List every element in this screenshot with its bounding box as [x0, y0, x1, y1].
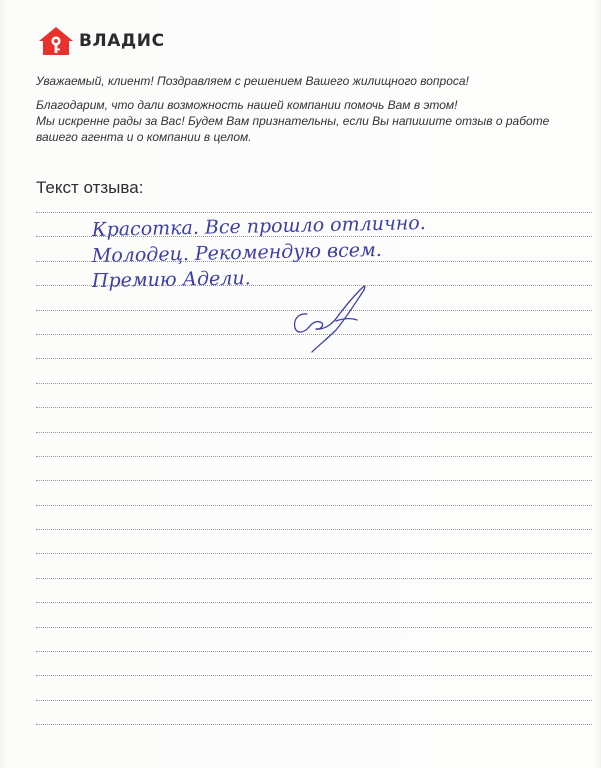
ruled-line [36, 480, 592, 481]
ruled-line [36, 407, 592, 408]
ruled-line [36, 553, 592, 554]
brand-logo [38, 26, 165, 56]
thanks-paragraph [36, 97, 576, 145]
thanks-line-1: Благодарим, что дали возможность нашей компании помочь Вам в этом! [36, 98, 458, 112]
intro-text [36, 73, 576, 153]
house-key-icon [38, 26, 74, 56]
ruled-line [36, 627, 592, 628]
ruled-lines [36, 212, 592, 749]
ruled-line [36, 383, 592, 384]
ruled-line [36, 285, 592, 286]
greeting-text: Уважаемый, клиент! Поздравляем с решением Вашего жилищного вопроса! [36, 74, 469, 88]
ruled-line [36, 261, 592, 262]
ruled-line [36, 578, 592, 579]
brand-name: ВЛАДИС [79, 31, 165, 51]
thanks-line-2: Мы искренне рады за Вас! Будем Вам признательны, если Вы напишите отзыв о работе [36, 114, 550, 128]
ruled-line [36, 212, 592, 213]
ruled-line [36, 675, 592, 676]
ruled-line [36, 651, 592, 652]
ruled-line [36, 432, 592, 433]
review-title: Текст отзыва: [36, 178, 144, 197]
ruled-line [36, 456, 592, 457]
thanks-line-3: вашего агента и о компании в целом. [36, 130, 252, 144]
ruled-line [36, 358, 592, 359]
ruled-line [36, 724, 592, 725]
ruled-line [36, 334, 592, 335]
ruled-line [36, 529, 592, 530]
handwritten-line-3: Премию Адели. [91, 267, 251, 292]
ruled-line [36, 310, 592, 311]
ruled-line [36, 236, 592, 237]
ruled-line [36, 602, 592, 603]
handwritten-line-1: Красотка. Все прошло отлично. [91, 212, 426, 241]
ruled-line [36, 505, 592, 506]
ruled-line [36, 700, 592, 701]
handwritten-line-2: Молодец. Рекомендую всем. [91, 238, 382, 267]
